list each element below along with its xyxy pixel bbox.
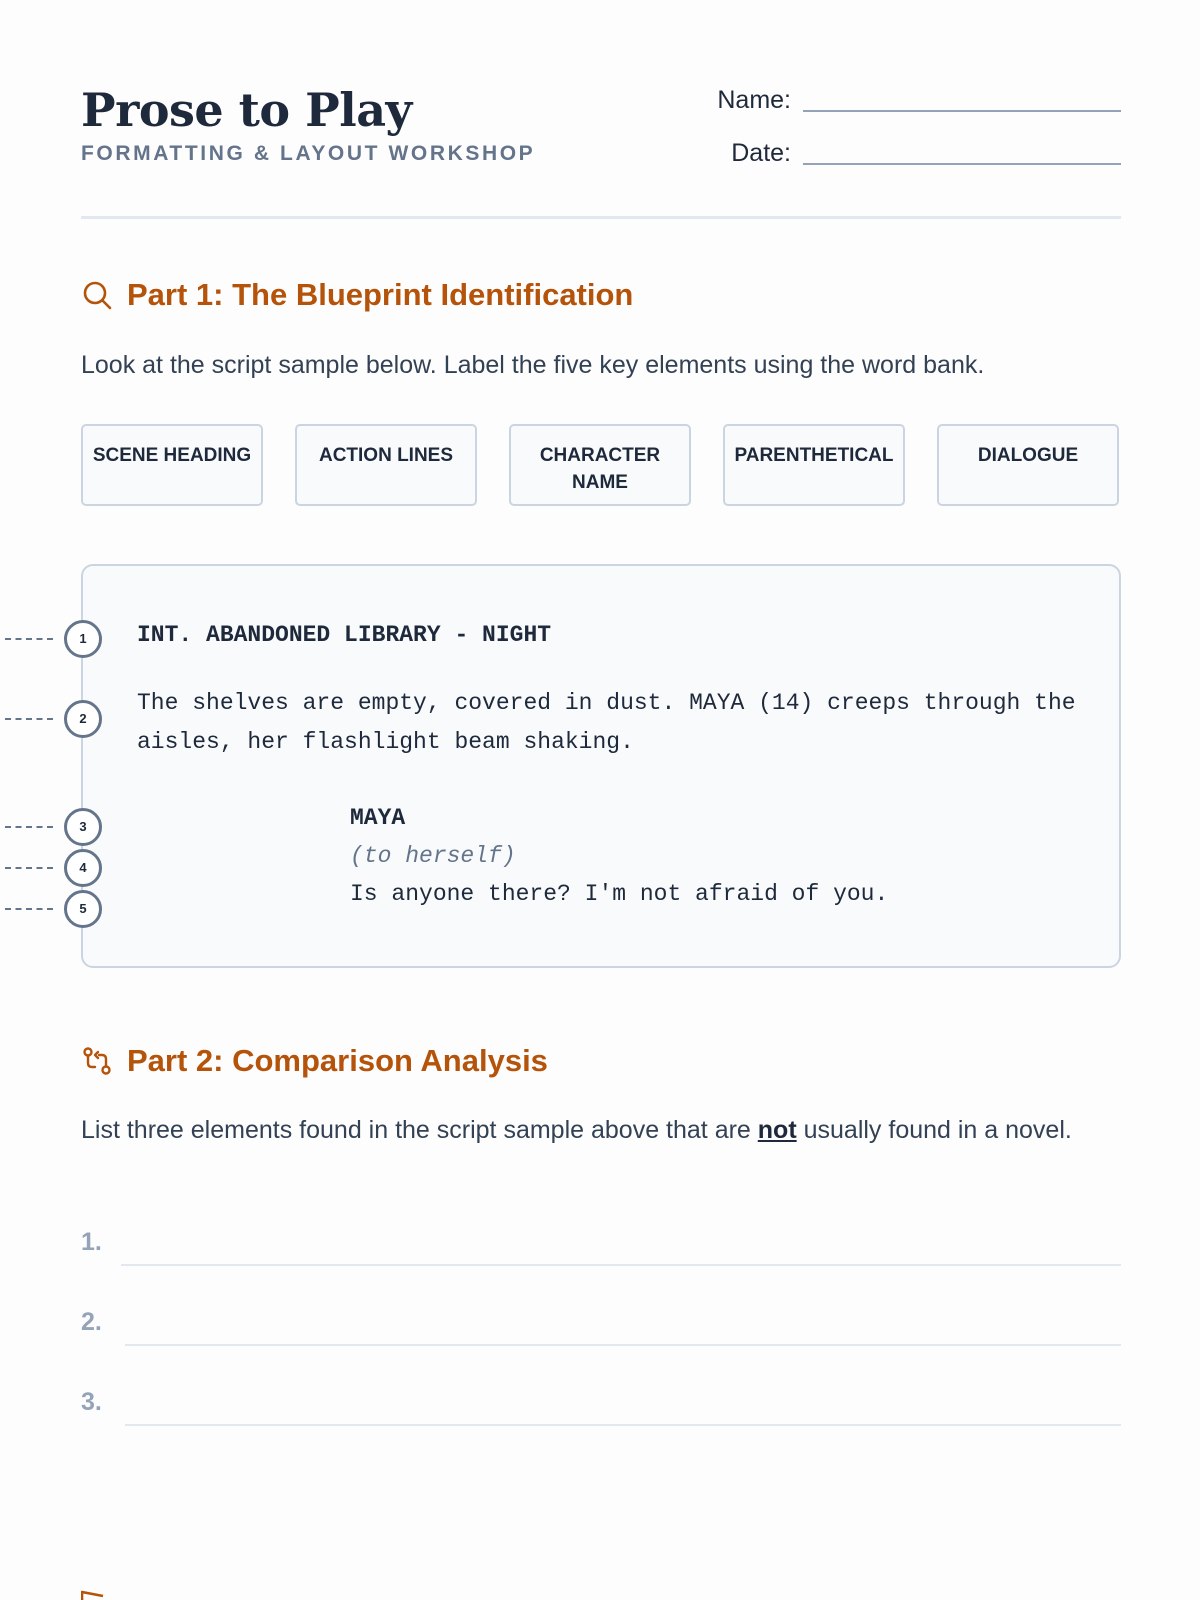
marker-leader-line (5, 718, 53, 720)
label-marker[interactable] (2, 808, 106, 846)
marker-leader-line (5, 638, 53, 640)
answer-writing-line[interactable] (125, 1344, 1121, 1346)
marker-number: 1 (64, 620, 102, 658)
label-marker[interactable] (2, 890, 106, 928)
part2-instructions-text-end: usually found in a novel. (796, 1116, 1072, 1144)
script-parenthetical: (to herself) (350, 843, 516, 869)
word-bank-item: CHARACTER NAME (509, 424, 691, 506)
script-action-lines: The shelves are empty, covered in dust. MAYA (14) creeps through the aisles, her flashlight beam shaking. (137, 690, 1076, 755)
marker-number: 5 (64, 890, 102, 928)
word-bank-item: PARENTHETICAL (723, 424, 905, 506)
page-subtitle: FORMATTING & LAYOUT WORKSHOP (81, 142, 536, 165)
word-bank-item: ACTION LINES (295, 424, 477, 506)
label-marker[interactable] (2, 849, 106, 887)
date-field[interactable] (691, 137, 1121, 169)
answer-line-item[interactable] (81, 1382, 1121, 1422)
script-sample (81, 564, 1121, 968)
marker-number: 2 (64, 700, 102, 738)
word-bank (81, 424, 1121, 510)
marker-number: 3 (64, 808, 102, 846)
label-marker[interactable] (2, 620, 106, 658)
date-label: Date: (731, 139, 791, 167)
worksheet-page (81, 0, 1121, 1600)
answer-number: 1. (81, 1228, 102, 1256)
part1-title: Part 1: The Blueprint Identification (127, 277, 634, 312)
answer-writing-line[interactable] (121, 1264, 1121, 1266)
part2-instructions-text: List three elements found in the script sample above that are (81, 1116, 758, 1144)
script-scene-heading: INT. ABANDONED LIBRARY - NIGHT (137, 622, 552, 648)
worksheet-header (81, 82, 1121, 219)
name-field[interactable] (691, 84, 1121, 116)
part2-instructions (81, 1110, 1121, 1150)
compare-icon (81, 1045, 113, 1077)
part2-instructions-emphasis: not (757, 1116, 797, 1144)
marker-number: 4 (64, 849, 102, 887)
answer-line-item[interactable] (81, 1302, 1121, 1342)
answer-number: 3. (81, 1388, 102, 1416)
next-section-icon (81, 1590, 109, 1600)
marker-leader-line (5, 826, 53, 828)
date-input-line[interactable] (803, 163, 1121, 165)
answer-writing-line[interactable] (125, 1424, 1121, 1426)
page-title: Prose to Play (81, 83, 412, 137)
part1-instructions: Look at the script sample below. Label the five key elements using the word bank. (81, 351, 985, 379)
marker-leader-line (5, 908, 53, 910)
name-input-line[interactable] (803, 110, 1121, 112)
word-bank-item: DIALOGUE (937, 424, 1119, 506)
label-marker[interactable] (2, 700, 106, 738)
part2-title: Part 2: Comparison Analysis (127, 1043, 548, 1078)
script-dialogue: Is anyone there? I'm not afraid of you. (350, 881, 889, 907)
answer-number: 2. (81, 1308, 102, 1336)
marker-leader-line (5, 867, 53, 869)
name-label: Name: (717, 86, 791, 114)
answer-line-item[interactable] (81, 1222, 1121, 1262)
search-icon (81, 279, 113, 311)
word-bank-item: SCENE HEADING (81, 424, 263, 506)
script-character-name: MAYA (350, 805, 406, 831)
